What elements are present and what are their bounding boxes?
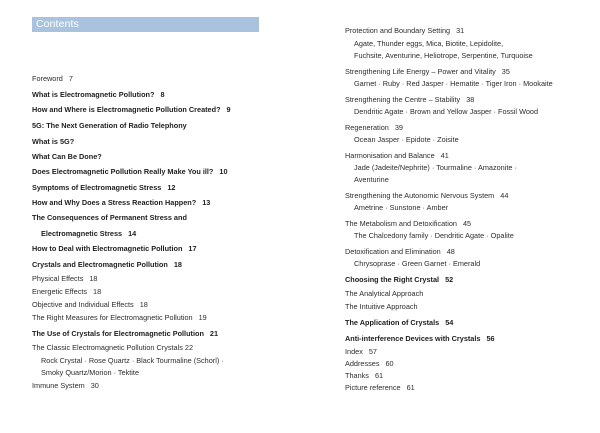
toc-entry: [32, 260, 182, 269]
toc-entry-title: The Classic Electromagnetic Pollution Crystals 22: [32, 343, 194, 352]
toc-entry-page-number: 10: [219, 167, 228, 176]
toc-entry: [32, 343, 193, 352]
toc-entry-page-number: 12: [167, 183, 176, 192]
toc-entry-title: The Consequences of Permanent Stress and: [32, 213, 187, 222]
toc-entry-title: The Right Measures for Electromagnetic Pollution: [32, 313, 193, 322]
toc-entry: [32, 381, 99, 390]
toc-entry: [354, 79, 553, 88]
toc-entry-page-number: 39: [394, 123, 403, 132]
toc-entry: [32, 329, 218, 338]
toc-entry-page-number: 38: [466, 95, 475, 104]
toc-entry-title: Electromagnetic Stress: [41, 229, 123, 238]
toc-entry: [345, 383, 415, 392]
toc-entry: [32, 105, 231, 114]
toc-entry: [354, 135, 459, 144]
toc-entry-page-number: 19: [198, 313, 207, 322]
toc-entry-title: Chrysoprase · Green Garnet · Emerald: [354, 259, 481, 268]
toc-entry-page-number: 44: [500, 191, 509, 200]
toc-entry-title: The Use of Crystals for Electromagnetic Pollution: [32, 329, 204, 338]
toc-entry: [354, 51, 533, 60]
toc-entry-title: Addresses: [345, 359, 380, 368]
toc-entry: [32, 300, 148, 309]
toc-entry-page-number: 41: [440, 151, 449, 160]
toc-entry: [354, 231, 514, 240]
toc-entry-page-number: 9: [226, 105, 231, 114]
toc-entry: [345, 371, 383, 380]
toc-entry-title: How to Deal with Electromagnetic Pollution: [32, 244, 183, 253]
toc-entry: [32, 167, 228, 176]
toc-entry-page-number: 60: [385, 359, 394, 368]
toc-entry-title: What is 5G?: [32, 137, 75, 146]
toc-entry-title: What Can Be Done?: [32, 152, 102, 161]
toc-entry-page-number: 30: [90, 381, 99, 390]
toc-entry-page-number: 18: [139, 300, 148, 309]
toc-entry: [32, 121, 187, 130]
toc-entry-page-number: 21: [209, 329, 219, 338]
toc-entry-page-number: 17: [188, 244, 197, 253]
toc-entry: [32, 183, 175, 192]
toc-entry-page-number: 18: [173, 260, 182, 269]
toc-entry: [41, 356, 224, 365]
toc-entry-title: Crystals and Electromagnetic Pollution: [32, 260, 168, 269]
toc-entry: [345, 302, 418, 311]
toc-entry-title: The Analytical Approach: [345, 289, 424, 298]
toc-entry-title: Detoxification and Elimination: [345, 247, 441, 256]
toc-entry-title: Picture reference: [345, 383, 401, 392]
toc-entry-title: Objective and Individual Effects: [32, 300, 134, 309]
toc-entry: [345, 123, 403, 132]
toc-entry-title: 5G: The Next Generation of Radio Telephony: [32, 121, 187, 130]
toc-entry-title: Agate, Thunder eggs, Mica, Biotite, Lepidolite,: [354, 39, 504, 48]
toc-entry-page-number: 31: [456, 26, 465, 35]
toc-entry: [345, 275, 453, 284]
toc-entry-page-number: 35: [501, 67, 510, 76]
toc-entry: [32, 137, 74, 146]
toc-entry-title: The Metabolism and Detoxification: [345, 219, 457, 228]
toc-entry: [32, 313, 207, 322]
toc-entry-title: Strengthening the Autonomic Nervous System: [345, 191, 495, 200]
toc-entry-page-number: 7: [68, 74, 73, 83]
toc-entry: [345, 151, 449, 160]
toc-entry-title: Immune System: [32, 381, 85, 390]
toc-entry-title: Regeneration: [345, 123, 389, 132]
toc-entry-title: Physical Effects: [32, 274, 84, 283]
contents-heading: Contents: [32, 17, 259, 32]
toc-entry-page-number: 13: [202, 198, 211, 207]
toc-entry-title: Symptoms of Electromagnetic Stress: [32, 183, 162, 192]
toc-entry-title: Protection and Boundary Setting: [345, 26, 451, 35]
toc-entry-title: The Chalcedony family · Dendritic Agate · Opalite: [354, 231, 514, 240]
toc-entry-title: Aventurine: [354, 175, 389, 184]
toc-entry-title: What is Electromagnetic Pollution?: [32, 90, 155, 99]
toc-entry: [345, 247, 455, 256]
toc-entry-page-number: 61: [374, 371, 384, 380]
toc-entry-title: Fuchsite, Aventurine, Heliotrope, Serpentine, Turquoise: [354, 51, 533, 60]
toc-entry: [345, 359, 394, 368]
toc-entry: [41, 229, 136, 238]
toc-entry-page-number: 48: [446, 247, 455, 256]
toc-entry-title: Smoky Quartz/Morion · Tektite: [41, 368, 139, 377]
toc-entry-page-number: 57: [368, 347, 377, 356]
toc-entry-page-number: 45: [462, 219, 472, 228]
toc-entry: [32, 244, 197, 253]
toc-entry-page-number: 14: [128, 229, 137, 238]
toc-entry-page-number: 8: [160, 90, 165, 99]
toc-entry-page-number: 18: [93, 287, 102, 296]
toc-entry-title: Ocean Jasper · Epidote · Zoisite: [354, 135, 459, 144]
toc-entry-title: Rock Crystal · Rose Quartz · Black Tourmaline (Schorl) ·: [41, 356, 224, 365]
toc-entry: [345, 334, 495, 343]
toc-entry-title: Strengthening Life Energy – Power and Vitality: [345, 67, 496, 76]
toc-entry: [32, 152, 102, 161]
toc-entry-title: Garnet · Ruby · Red Jasper · Hematite · Tiger Iron · Mookaite: [354, 79, 553, 88]
toc-entry-page-number: 56: [486, 334, 495, 343]
toc-entry: [345, 95, 474, 104]
toc-entry: [32, 274, 98, 283]
toc-entry-title: The Application of Crystals: [345, 318, 440, 327]
toc-entry: [32, 287, 101, 296]
toc-entry: [354, 259, 480, 268]
toc-entry: [354, 175, 389, 184]
toc-entry: [345, 289, 423, 298]
toc-entry-title: Harmonisation and Balance: [345, 151, 435, 160]
toc-entry-title: Jade (Jadeite/Nephrite) · Tourmaline · Amazonite ·: [354, 163, 517, 172]
toc-entry: [32, 90, 165, 99]
toc-entry: [345, 318, 453, 327]
toc-entry-title: Strengthening the Centre – Stability: [345, 95, 461, 104]
toc-entry: [354, 163, 517, 172]
toc-entry-page-number: 54: [445, 318, 454, 327]
toc-entry-title: Index: [345, 347, 363, 356]
toc-entry: [345, 26, 464, 35]
toc-entry-page-number: 18: [89, 274, 98, 283]
toc-entry-title: How and Why Does a Stress Reaction Happen?: [32, 198, 197, 207]
toc-entry-page-number: 52: [445, 275, 454, 284]
toc-entry: [41, 368, 139, 377]
toc-entry: [32, 198, 210, 207]
toc-entry: [345, 219, 471, 228]
toc-entry: [354, 107, 538, 116]
toc-entry-title: Energetic Effects: [32, 287, 88, 296]
toc-entry-title: Foreword: [32, 74, 63, 83]
toc-entry: [345, 347, 377, 356]
toc-entry-title: Thanks: [345, 371, 369, 380]
toc-entry-title: Choosing the Right Crystal: [345, 275, 440, 284]
toc-entry-title: Ametrine · Sunstone · Amber: [354, 203, 449, 212]
toc-entry-page-number: 61: [406, 383, 415, 392]
toc-entry: [32, 213, 187, 222]
toc-entry: [345, 191, 508, 200]
toc-entry-title: Does Electromagnetic Pollution Really Make You ill?: [32, 167, 214, 176]
toc-entry: [354, 203, 448, 212]
toc-entry: [32, 74, 73, 83]
toc-entry-title: Dendritic Agate · Brown and Yellow Jasper · Fossil Wood: [354, 107, 538, 116]
toc-entry: [354, 39, 503, 48]
toc-entry-title: How and Where is Electromagnetic Pollution Created?: [32, 105, 221, 114]
toc-entry-title: Anti-interference Devices with Crystals: [345, 334, 481, 343]
toc-entry: [345, 67, 510, 76]
toc-entry-title: The Intuitive Approach: [345, 302, 418, 311]
